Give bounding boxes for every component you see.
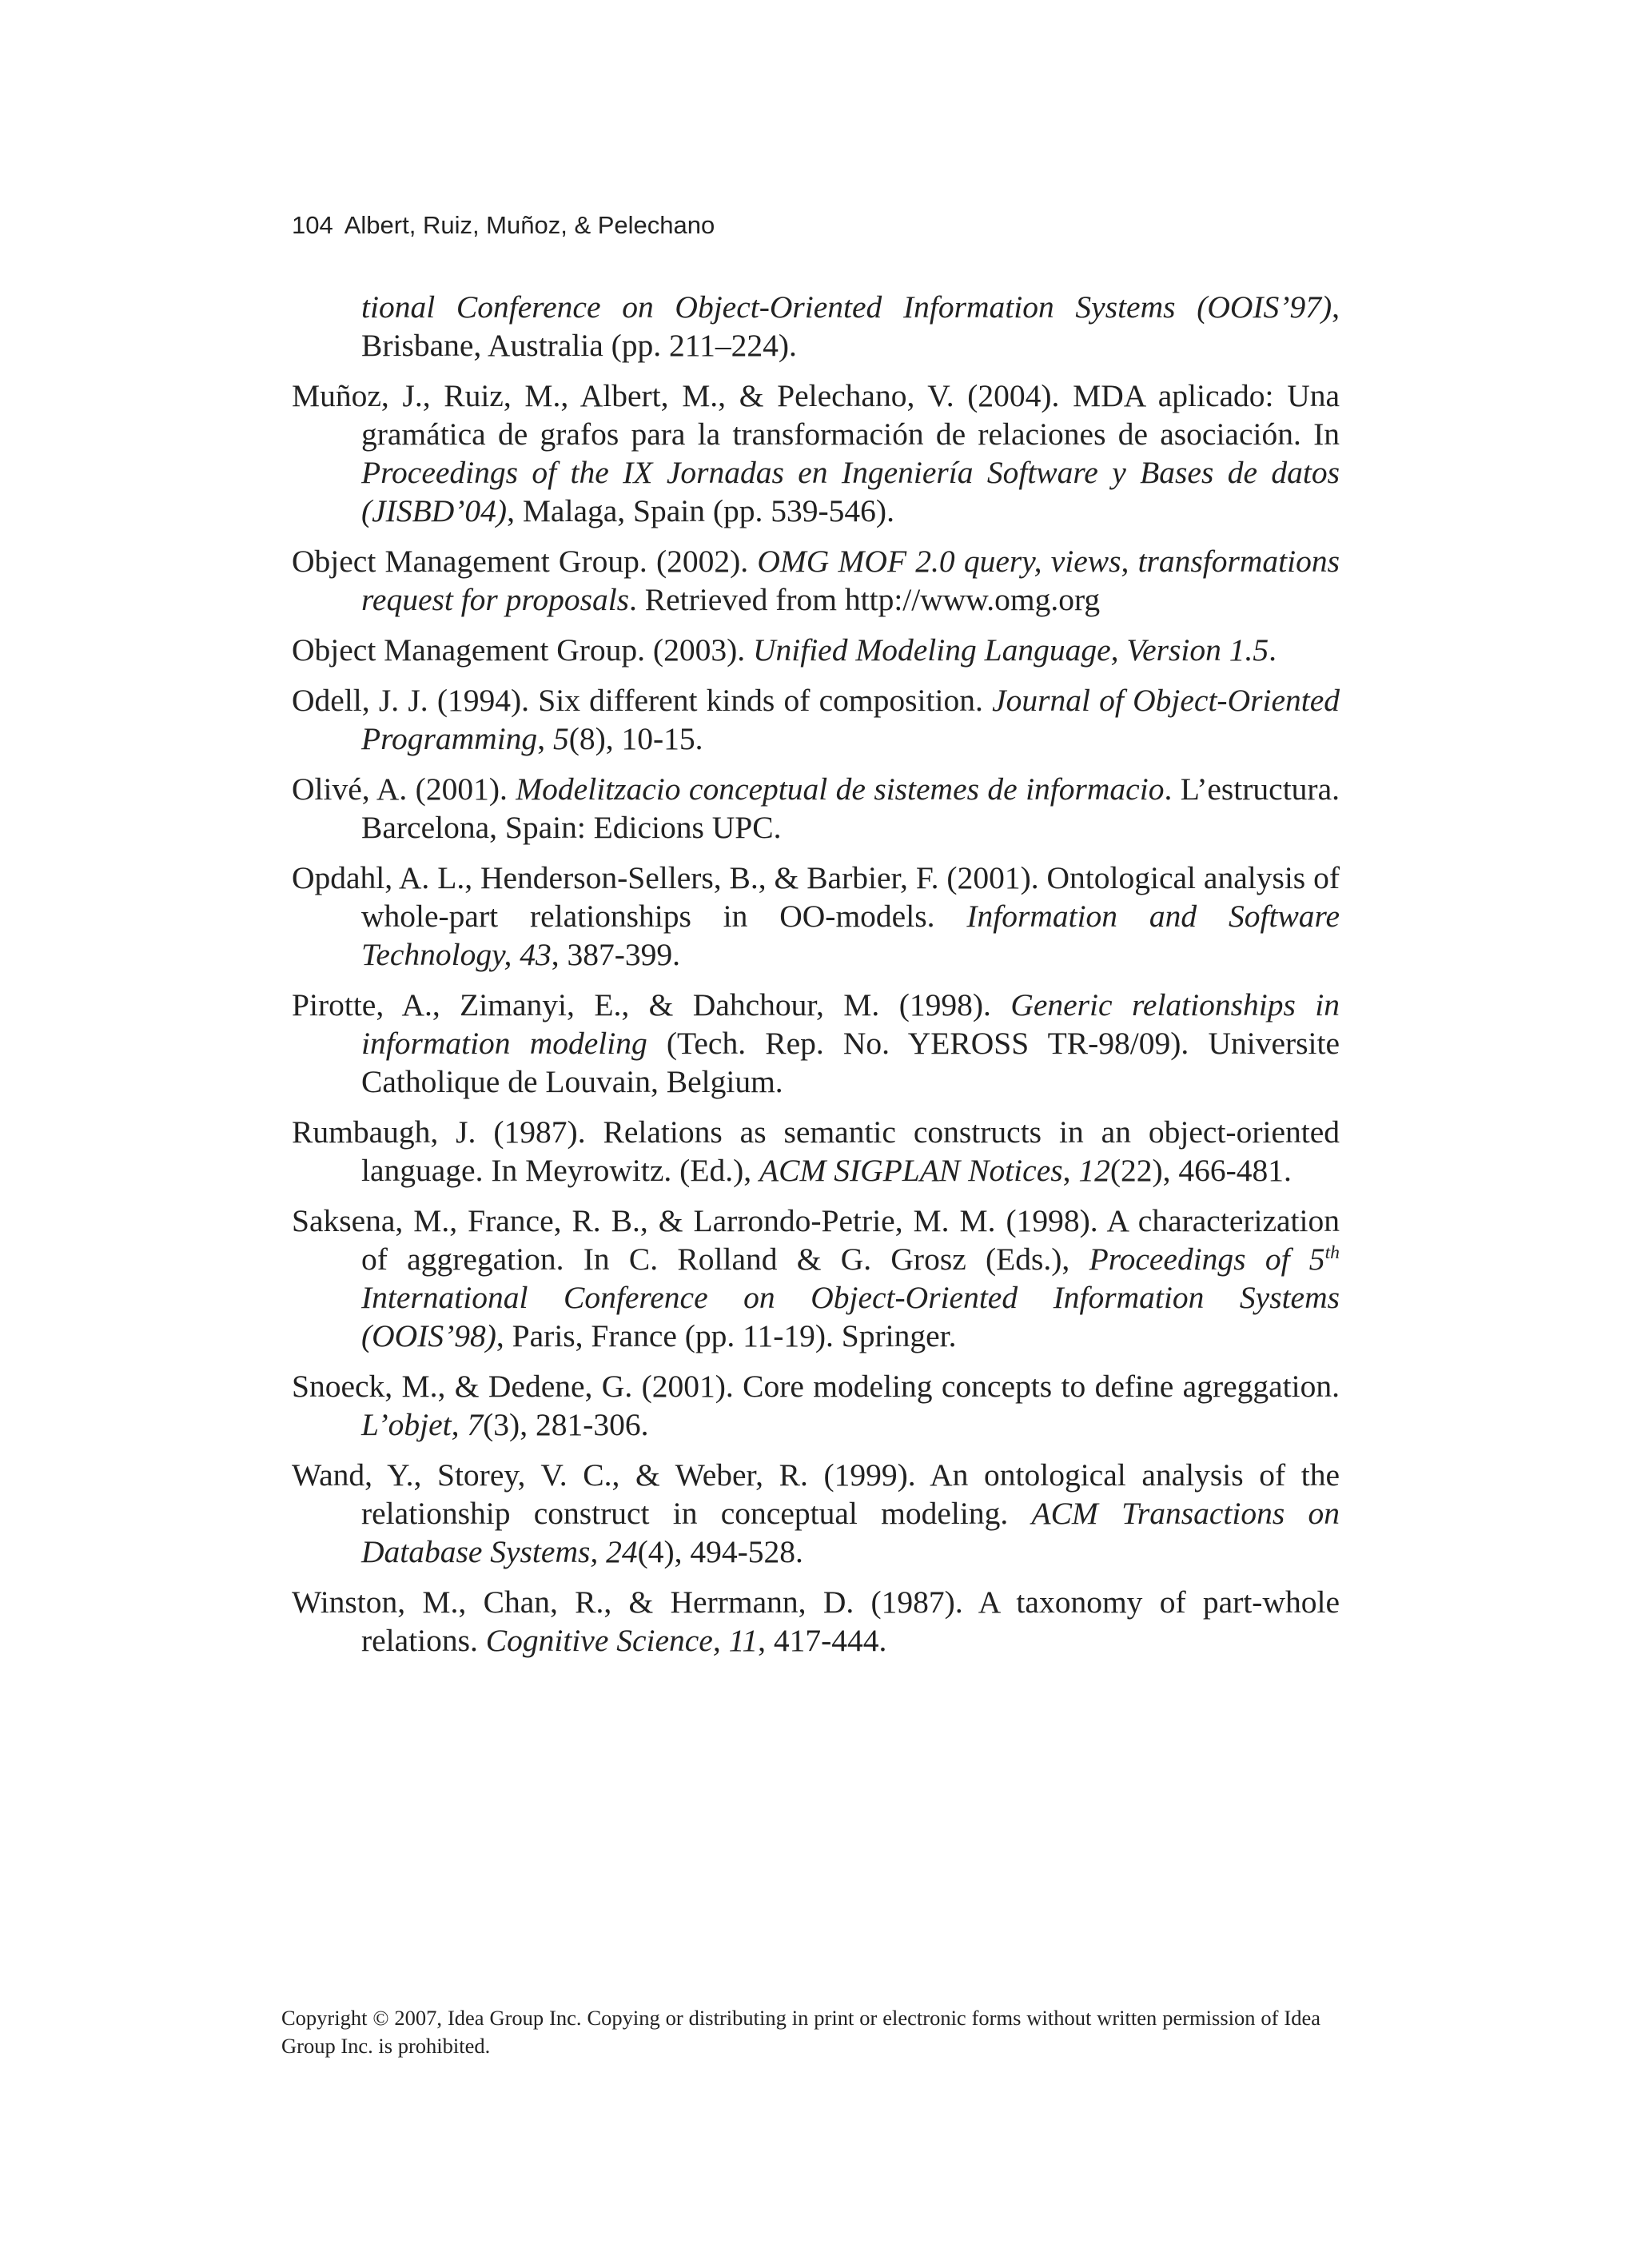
ref-text: Wand, Y., Storey, V. C., & Weber, R. (1999). An ontological analysis of the relationship construct in conceptual modeling. xyxy=(292,1457,1340,1531)
ref-text: 5 xyxy=(552,721,569,756)
ref-text: Saksena, M., France, R. B., & Larrondo-Petrie, M. M. (1998). A characterization of aggregation. In C. Rolland & G. Grosz (Eds.), xyxy=(292,1203,1340,1277)
reference-entry xyxy=(292,1202,1340,1355)
reference-entry xyxy=(292,770,1340,847)
ref-text: OMG MOF 2.0 query, views, transformations request for proposals xyxy=(361,544,1340,617)
reference-entry xyxy=(292,681,1340,758)
copyright-notice: Copyright © 2007, Idea Group Inc. Copying or distributing in print or electronic forms without written permission of Idea Group Inc. is prohibited. xyxy=(281,2006,1320,2058)
ref-text: ACM SIGPLAN Notices xyxy=(759,1153,1063,1188)
ref-text: , 387-399. xyxy=(551,937,681,972)
ref-text: . Retrieved from http://www.omg.org xyxy=(629,582,1101,617)
ref-text: Muñoz, J., Ruiz, M., Albert, M., & Pelechano, V. (2004). MDA aplicado: Una gramática de grafos para la transformación de relaciones de asociación. In xyxy=(292,378,1340,452)
ref-text: Unified Modeling Language, Version 1.5 xyxy=(752,632,1269,668)
ref-text: International Conference on Object-Oriented Information Systems (OOIS’98) xyxy=(361,1280,1340,1353)
ref-text: , 417-444. xyxy=(758,1623,887,1658)
reference-entry xyxy=(292,1367,1340,1444)
reference-entry xyxy=(292,986,1340,1101)
ref-text: ACM Transactions on Database Systems, 24 xyxy=(361,1496,1340,1569)
ref-text: (4), 494-528. xyxy=(637,1534,803,1569)
ref-text: (3), 281-306. xyxy=(483,1407,649,1442)
reference-entry xyxy=(292,1113,1340,1190)
reference-entry xyxy=(292,859,1340,974)
ref-text: Generic relationships in information modeling xyxy=(361,987,1340,1061)
page-number: 104 xyxy=(292,211,333,239)
ref-text: tional Conference on Object-Oriented Information Systems (OOIS’97) xyxy=(361,289,1332,325)
ref-text: Opdahl, A. L., Henderson-Sellers, B., & Barbier, F. (2001). Ontological analysis of whole-part relationships in OO-models. xyxy=(292,860,1340,934)
ref-text: . L’estructura. Barcelona, Spain: Edicions UPC. xyxy=(361,771,1340,845)
ref-text: Snoeck, M., & Dedene, G. (2001). Core modeling concepts to define agreggation. xyxy=(292,1369,1340,1404)
ref-text: 12 xyxy=(1078,1153,1110,1188)
ref-text: Rumbaugh, J. (1987). Relations as semantic constructs in an object-oriented language. In Meyrowitz. (Ed.), xyxy=(292,1114,1340,1188)
reference-list xyxy=(292,288,1340,1672)
reference-entry xyxy=(292,377,1340,530)
ref-text: (Tech. Rep. No. YEROSS TR-98/09). Universite Catholique de Louvain, Belgium. xyxy=(361,1026,1340,1099)
ref-text: , xyxy=(537,721,553,756)
ref-text: , xyxy=(1062,1153,1079,1188)
reference-entry xyxy=(292,631,1340,669)
ref-text: (22), 466-481. xyxy=(1109,1153,1292,1188)
reference-entry xyxy=(292,1456,1340,1571)
ref-text: L’objet, 7 xyxy=(361,1407,484,1442)
reference-entry xyxy=(292,542,1340,619)
ref-text: Olivé, A. (2001). xyxy=(292,771,516,807)
ref-text: Proceedings of 5 xyxy=(1089,1242,1325,1277)
reference-entry xyxy=(292,1583,1340,1660)
ref-text: Proceedings of the IX Jornadas en Ingeniería Software y Bases de datos (JISBD’04) xyxy=(361,455,1340,528)
ref-text: Object Management Group. (2002). xyxy=(292,544,758,579)
reference-entry xyxy=(292,288,1340,365)
ref-superscript: th xyxy=(1324,1242,1340,1263)
ref-text: (8), 10-15. xyxy=(568,721,703,756)
ref-text: Information and Software Technology, 43 xyxy=(361,899,1340,972)
ref-text: Winston, M., Chan, R., & Herrmann, D. (1987). A taxonomy of part-whole relations. xyxy=(292,1584,1340,1658)
ref-text: , Paris, France (pp. 11-19). Springer. xyxy=(496,1318,957,1353)
ref-text: Cognitive Science, 11 xyxy=(485,1623,759,1658)
ref-text: Modelitzacio conceptual de sistemes de informacio xyxy=(516,771,1165,807)
header-authors: Albert, Ruiz, Muñoz, & Pelechano xyxy=(344,211,715,239)
ref-text: , Malaga, Spain (pp. 539-546). xyxy=(507,493,894,528)
ref-text: Object Management Group. (2003). xyxy=(292,632,753,668)
ref-text: Journal of Object-Oriented Programming xyxy=(361,683,1340,756)
ref-text: Pirotte, A., Zimanyi, E., & Dahchour, M. (1998). xyxy=(292,987,1011,1022)
ref-text: Odell, J. J. (1994). Six different kinds of composition. xyxy=(292,683,993,718)
running-header xyxy=(292,209,715,241)
ref-text: . xyxy=(1269,632,1277,668)
ref-text: , Brisbane, Australia (pp. 211–224). xyxy=(361,289,1340,363)
